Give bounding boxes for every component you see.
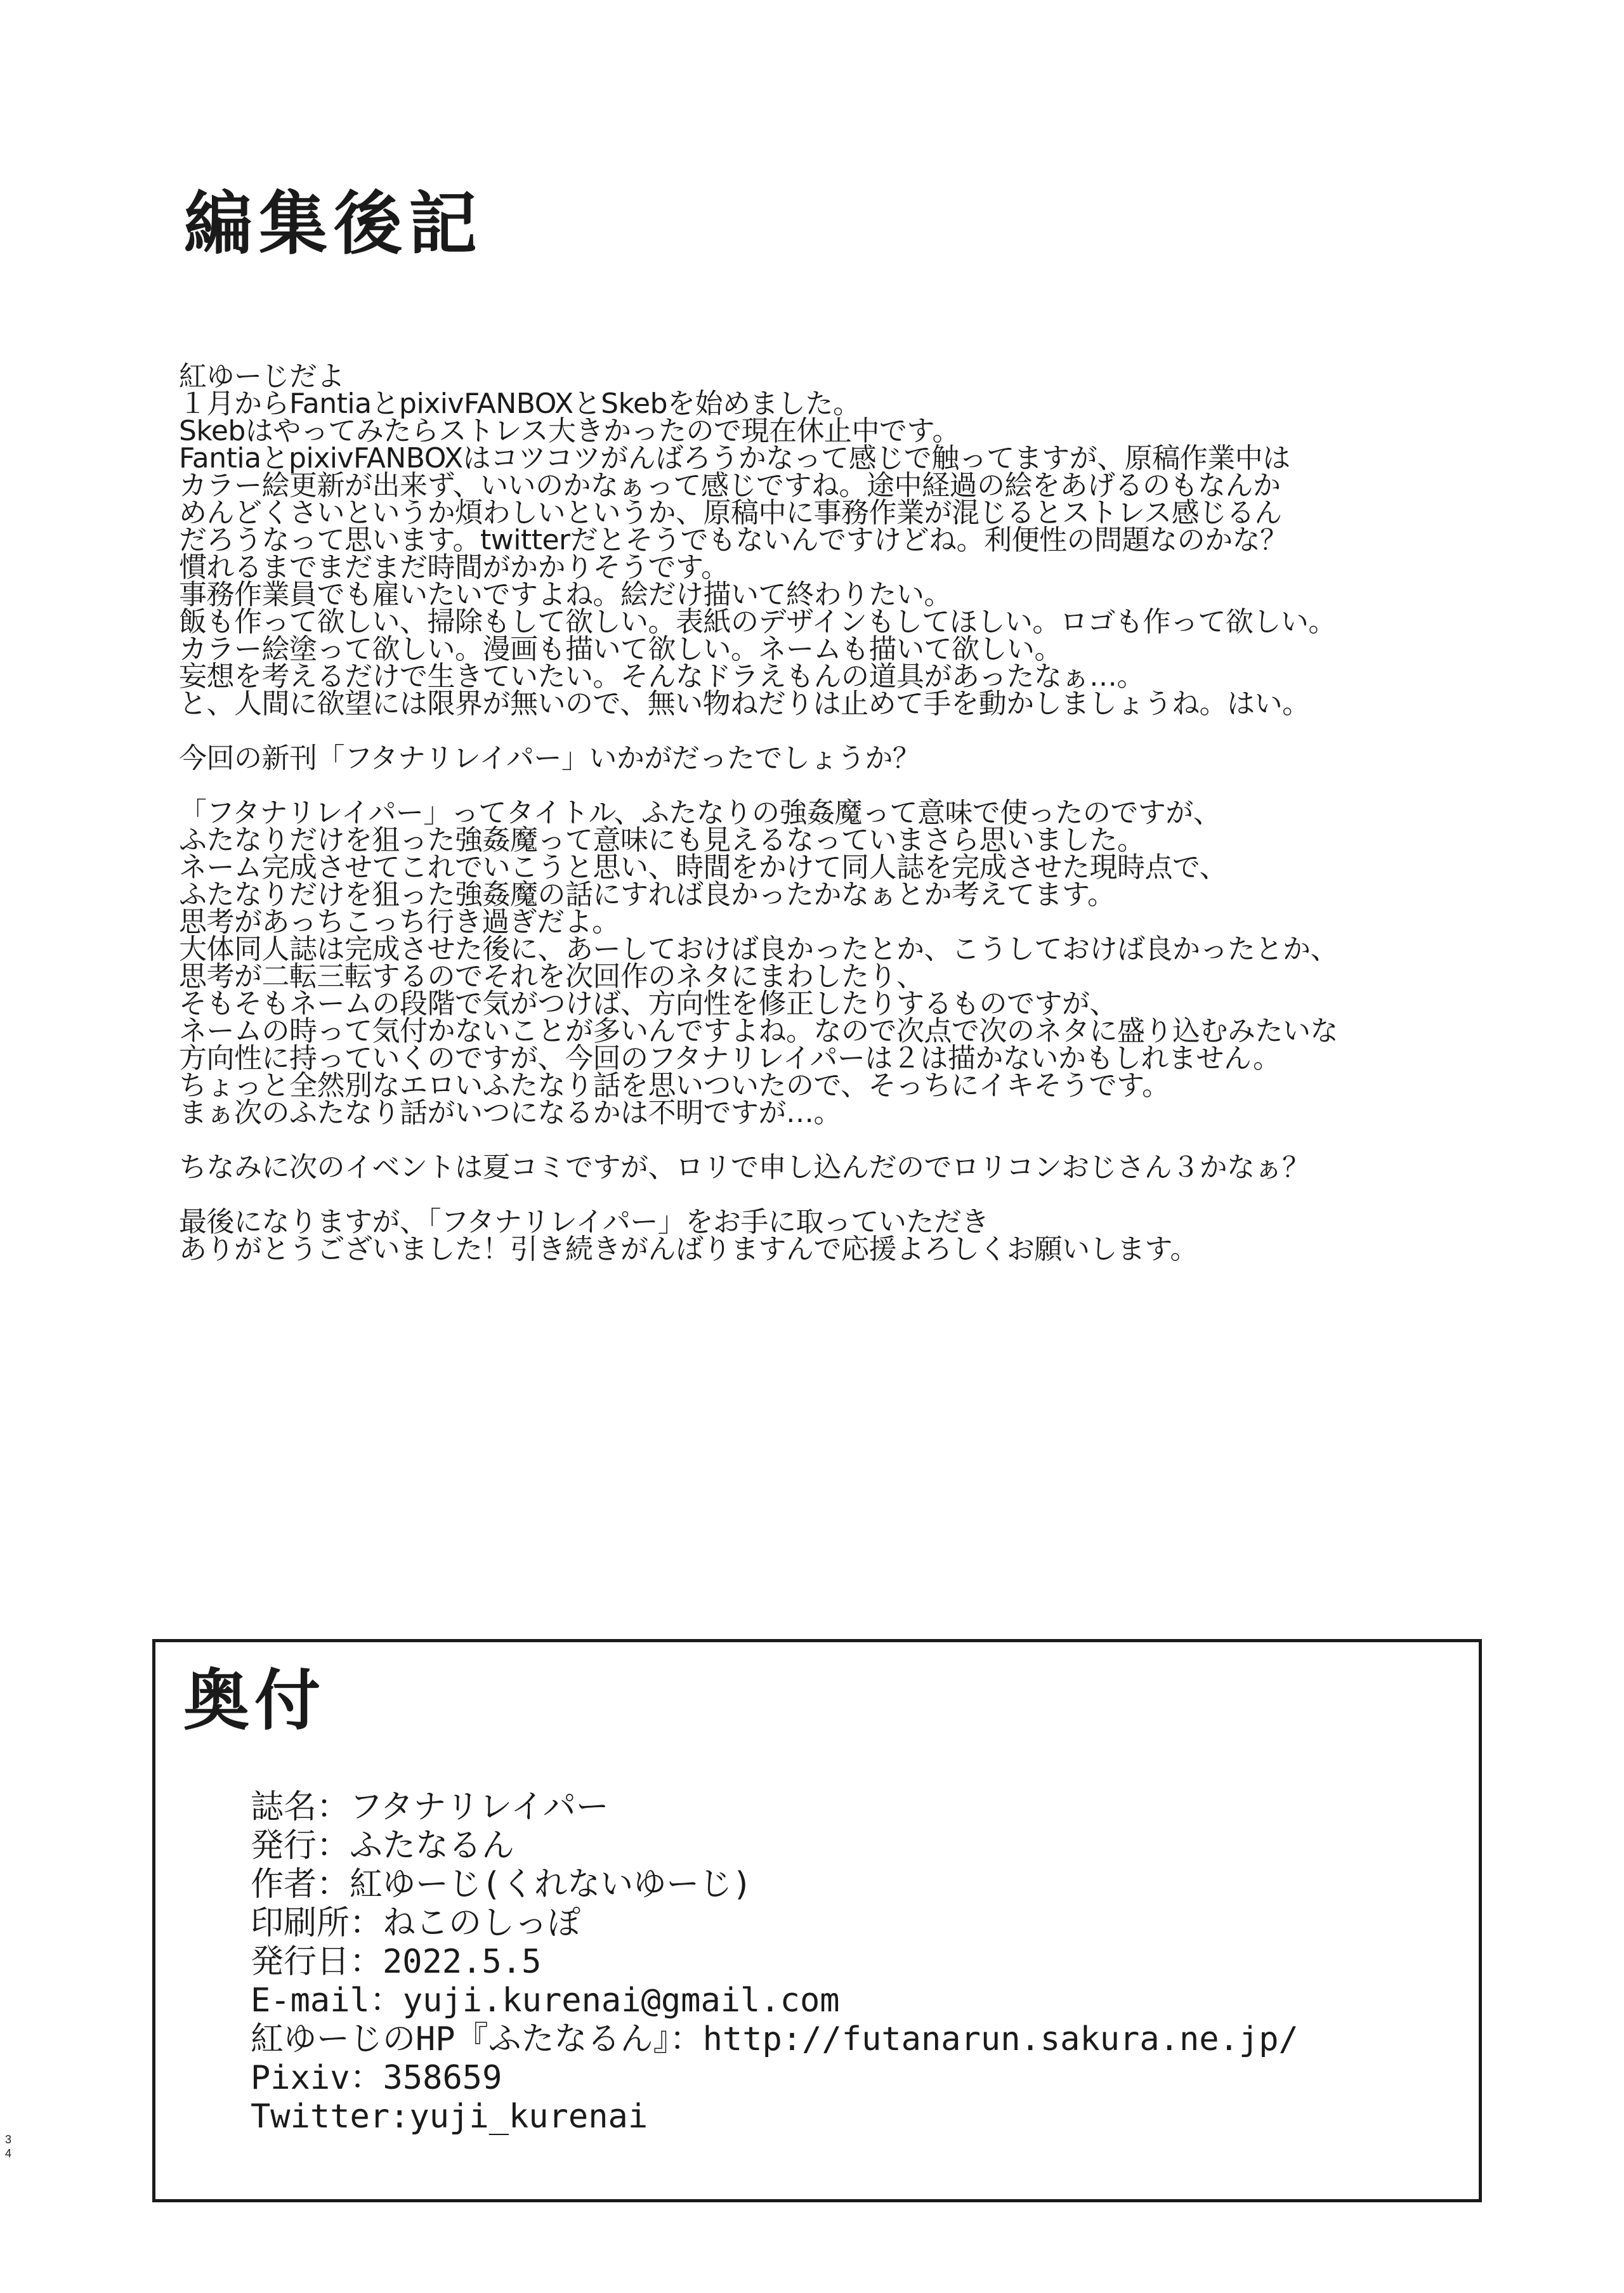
afterword-body — [179, 360, 1498, 1265]
paragraph-4 — [179, 1151, 1498, 1184]
text-line: 最後になりますが、「フタナリレイパー」をお手に取っていただき — [179, 1206, 989, 1238]
text-line: ありがとうございました！引き続きがんばりますんで応援よろしくお願いします。 — [179, 1233, 1198, 1265]
text-line: カラー絵塗って欲しい。漫画も描いて欲しい。ネームも描いて欲しい。 — [179, 633, 1062, 665]
colophon-author-item: 作者：紅ゆーじ(くれないゆーじ) — [251, 1865, 752, 1904]
text-line: 思考があっちこっち行き過ぎだよ。 — [179, 906, 620, 938]
page-number: 34 — [4, 2133, 11, 2160]
colophon-list — [251, 1788, 1299, 2136]
text-line: 大体同人誌は完成させた後に、あーしておけば良かったとか、こうしておけば良かったとか、 — [179, 933, 1338, 965]
colophon-printer-item: 印刷所：ねこのしっぽ — [251, 1904, 581, 1942]
colophon-date-item: 発行日：2022.5.5 — [251, 1943, 542, 1981]
colophon-pixiv-item: Pixiv：358659 — [251, 2059, 502, 2097]
paragraph-gap — [179, 772, 1498, 799]
text-line: そもそもネームの段階で気がつけば、方向性を修正したりするものですが、 — [179, 988, 1117, 1020]
text-line: １月からFantiaとpixivFANBOXとSkebを始めました。 — [179, 388, 861, 420]
text-line: Skebはやってみたらストレス大きかったので現在休止中です。 — [179, 415, 960, 447]
text-line: だろうなって思います。twitterだとそうでもないんですけどね。利便性の問題なのかな？ — [179, 524, 1288, 556]
colophon-homepage-item: 紅ゆーじのHP『ふたなるん』：http://futanarun.sakura.ne.jp/ — [251, 2020, 1299, 2058]
text-line: ふたなりだけを狙った強姦魔って意味にも見えるなっていまさら思いました。 — [179, 824, 1145, 856]
text-line: ネームの時って気付かないことが多いんですよね。なので次点で次のネタに盛り込むみたいな — [179, 1015, 1338, 1047]
paragraph-gap — [179, 1181, 1498, 1208]
colophon-email-item: E-mail：yuji.kurenai@gmail.com — [251, 1982, 840, 2020]
paragraph-5 — [179, 1208, 1498, 1263]
paragraph-1 — [179, 360, 1498, 720]
text-line: 紅ゆーじだよ — [179, 360, 344, 393]
text-line: 慣れるまでまだまだ時間がかかりそうです。 — [179, 551, 729, 584]
colophon-box — [152, 1639, 1482, 2202]
text-line: 妄想を考えるだけで生きていたい。そんなドラえもんの道具があったなぁ…。 — [179, 660, 1145, 693]
text-line: ネーム完成させてこれでいこうと思い、時間をかけて同人誌を完成させた現時点で、 — [179, 851, 1228, 884]
text-line: めんどくさいというか煩わしいというか、原稿中に事務作業が混じるとストレス感じるん — [179, 497, 1282, 529]
text-line: 今回の新刊「フタナリレイパー」いかがだったでしょうか？ — [179, 742, 920, 774]
text-line: ふたなりだけを狙った強姦魔の話にすれば良かったかなぁとか考えてます。 — [179, 879, 1115, 911]
text-line: 方向性に持っていくのですが、今回のフタナリレイパーは２は描かないかもしれません。 — [179, 1042, 1281, 1075]
text-line: ちょっと全然別なエロいふたなり話を思いついたので、そっちにイキそうです。 — [179, 1069, 1170, 1102]
text-line: まぁ次のふたなり話がいつになるかは不明ですが…。 — [179, 1097, 841, 1129]
paragraph-2 — [179, 742, 1498, 774]
paragraph-3 — [179, 799, 1498, 1127]
text-line: 「フタナリレイパー」ってタイトル、ふたなりの強姦魔って意味で使ったのですが、 — [179, 797, 1221, 829]
paragraph-gap — [179, 717, 1498, 745]
text-line: FantiaとpixivFANBOXはコツコツがんばろうかなって感じで触ってますが、原稿作業中は — [179, 442, 1290, 474]
text-line: と、人間に欲望には限界が無いので、無い物ねだりは止めて手を動かしましょうね。はい。 — [179, 688, 1310, 720]
afterword-title: 編集後記 — [184, 185, 484, 264]
text-line: 思考が二転三転するのでそれを次回作のネタにまわしたり、 — [179, 960, 924, 993]
colophon-title-item: 誌名：フタナリレイパー — [251, 1788, 609, 1826]
colophon-publisher-item: 発行：ふたなるん — [251, 1827, 515, 1865]
paragraph-gap — [179, 1127, 1498, 1154]
text-line: ちなみに次のイベントは夏コミですが、ロリで申し込んだのでロリコンおじさん３かなぁ？ — [179, 1151, 1310, 1184]
colophon-twitter-item: Twitter:yuji_kurenai — [251, 2098, 648, 2136]
colophon-title: 奥付 — [183, 1662, 326, 1739]
text-line: 飯も作って欲しい、掃除もして欲しい。表紙のデザインもしてほしい。ロゴも作って欲しい。 — [179, 606, 1336, 638]
text-line: 事務作業員でも雇いたいですよね。絵だけ描いて終わりたい。 — [179, 578, 952, 611]
text-line: カラー絵更新が出来ず、いいのかなぁって感じですね。途中経過の絵をあげるのもなんか — [179, 469, 1281, 502]
